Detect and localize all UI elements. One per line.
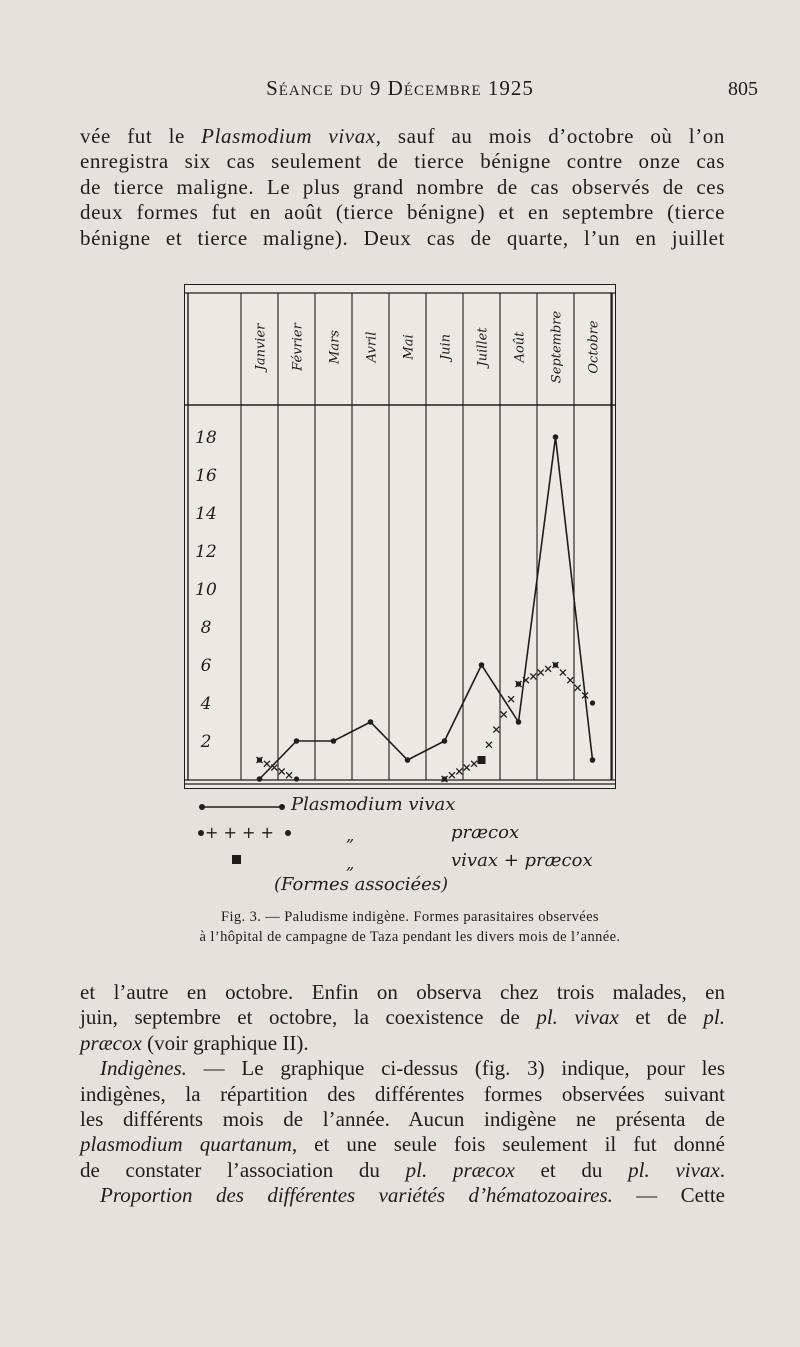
- text-line: Indigènes. — Le graphique ci-dessus (fig. 3) indique, pour les: [100, 1056, 725, 1081]
- data-point-vivax: [368, 719, 374, 725]
- y-tick-label: 16: [195, 466, 217, 486]
- data-point-vivax: [294, 738, 300, 744]
- month-label: Mars: [327, 330, 343, 364]
- data-point-vivax: [516, 719, 522, 725]
- data-point-praecox: [590, 700, 595, 705]
- page-number: 805: [728, 78, 758, 100]
- text-line: enregistra six cas seulement de tierce bénigne contre onze cas: [80, 149, 725, 174]
- month-label: Avril: [364, 331, 380, 363]
- legend-ditto: „: [346, 826, 355, 845]
- legend-label: vivax + præcox: [451, 850, 593, 871]
- data-point-praecox: [516, 681, 521, 686]
- legend-label: præcox: [451, 822, 520, 843]
- text-line: deux formes fut en août (tierce bénigne) et en septembre (tierce: [80, 200, 725, 225]
- data-point-vivax: [331, 738, 337, 744]
- data-point-vivax: [257, 776, 263, 782]
- month-label: Septembre: [549, 310, 565, 384]
- data-point-vivax: [442, 738, 448, 744]
- legend-label: Plasmodium vivax: [291, 794, 456, 815]
- legend-note: (Formes associées): [274, 874, 449, 895]
- page-header: [0, 76, 800, 106]
- text-line: plasmodium quartanum, et une seule fois seulement il fut donné: [80, 1132, 725, 1157]
- malaria-chart: [184, 284, 616, 789]
- month-label: Janvier: [253, 323, 269, 371]
- data-point-praecox: [294, 776, 299, 781]
- text-line: de constater l’association du pl. præcox et du pl. vivax.: [80, 1157, 726, 1182]
- data-point-praecox: [553, 662, 558, 667]
- legend-entry-praecox: [196, 820, 616, 846]
- text-line: indigènes, la répartition des différentes formes observées suivant: [80, 1081, 725, 1106]
- text-line: les différents mois de l’année. Aucun indigène ne présenta de: [80, 1107, 725, 1132]
- y-tick-label: 14: [195, 504, 217, 524]
- data-point-vivax: [590, 757, 596, 763]
- y-tick-label: 12: [195, 542, 217, 562]
- text-line: bénigne et tierce maligne). Deux cas de quarte, l’un en juillet: [80, 225, 725, 250]
- text-line: juin, septembre et octobre, la coexistence de pl. vivax et de pl.: [80, 1005, 725, 1030]
- data-point-vivax: [553, 434, 559, 440]
- figure-caption: [140, 907, 680, 947]
- text-line: Proportion des différentes variétés d’hématozoaires. — Cette: [100, 1183, 725, 1208]
- data-point-praecox: [257, 757, 262, 762]
- y-tick-label: 4: [200, 694, 212, 714]
- data-point-praecox: [442, 776, 447, 781]
- text-line: de tierce maligne. Le plus grand nombre de cas observés de ces: [80, 174, 725, 199]
- y-tick-label: 18: [195, 428, 217, 448]
- month-label: Juillet: [475, 327, 491, 367]
- month-label: Mai: [401, 334, 417, 360]
- data-point-mixed: [478, 756, 486, 764]
- data-point-vivax: [479, 662, 485, 668]
- text-line: vée fut le Plasmodium vivax, sauf au mois d’octobre où l’on: [80, 124, 725, 148]
- text-line: præcox (voir graphique II).: [80, 1030, 309, 1055]
- legend-dot-line-icon: [196, 792, 291, 818]
- paragraph-top: [80, 124, 725, 251]
- caption-line: Fig. 3. — Paludisme indigène. Formes parasitaires observées: [221, 909, 599, 925]
- y-tick-label: 10: [195, 580, 217, 600]
- chart-legend: [196, 792, 616, 902]
- y-tick-label: 8: [200, 618, 212, 638]
- legend-ditto: „: [346, 854, 355, 873]
- svg-text:+ + + +: + + + +: [205, 823, 274, 842]
- legend-square-icon: [196, 848, 291, 874]
- paragraph-bottom: [80, 980, 725, 1209]
- month-label: Juin: [438, 333, 454, 361]
- y-tick-label: 6: [200, 656, 212, 676]
- legend-entry-mixed: [196, 848, 616, 874]
- month-label: Février: [290, 323, 306, 371]
- caption-line: à l’hôpital de campagne de Taza pendant les divers mois de l’année.: [199, 929, 621, 945]
- y-tick-label: 2: [200, 732, 212, 752]
- legend-cross-line-icon: [196, 820, 291, 846]
- text-line: et l’autre en octobre. Enfin on observa chez trois malades, en: [80, 980, 725, 1004]
- month-label: Octobre: [586, 320, 602, 374]
- data-point-vivax: [405, 757, 411, 763]
- legend-entry-vivax: [196, 792, 616, 818]
- running-title: Séance du 9 Décembre 1925: [266, 76, 534, 100]
- month-label: Août: [512, 331, 528, 363]
